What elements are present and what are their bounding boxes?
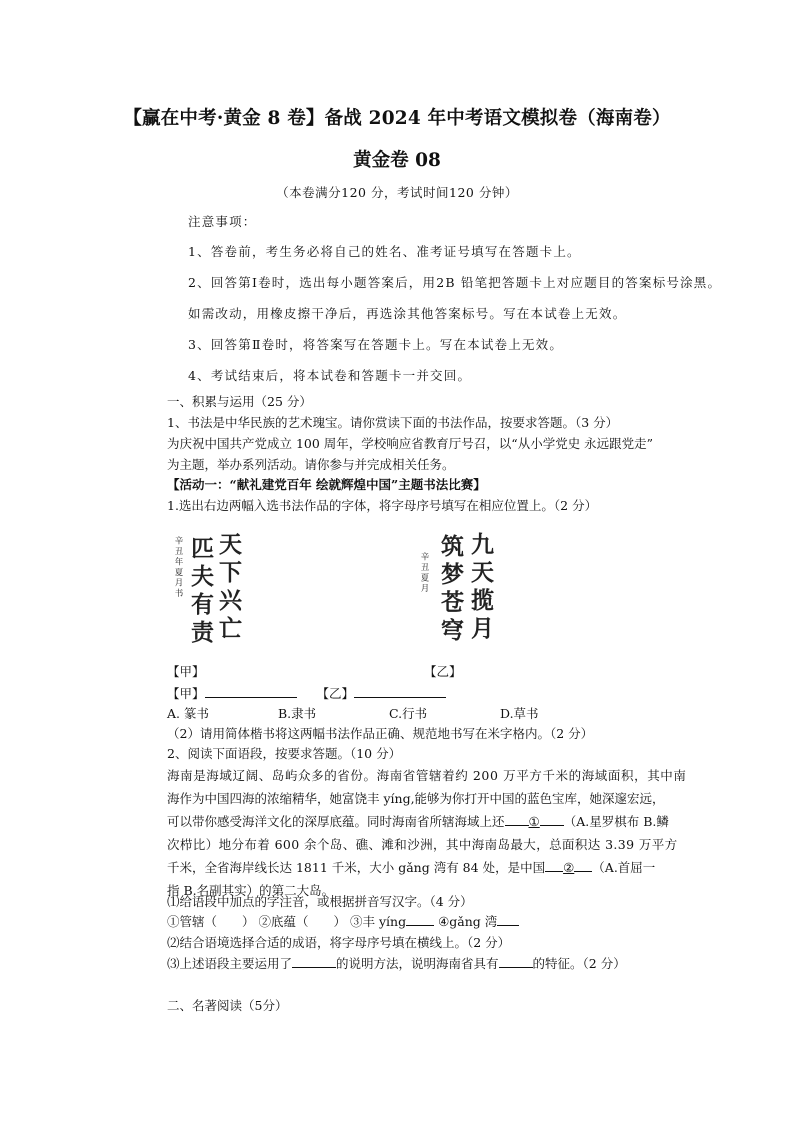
calligraphy-signature: 辛丑夏月 [419,552,429,594]
answer-row [167,684,446,702]
question-text: 1、书法是中华民族的艺术瑰宝。请你赏读下面的书法作品，按要求答题。（3 分） [167,415,619,430]
blank-1[interactable]: ① [528,814,540,829]
blank-2[interactable]: ② [563,860,575,875]
notice-item: 2、回答第Ⅰ卷时，选出每小题答案后，用2B 铅笔把答题卡上对应题目的答案标号涂黑。 [188,275,722,290]
notice-item: 3、回答第Ⅱ卷时，将答案写在答题卡上。写在本试卷上无效。 [188,337,564,352]
passage-text: （A.星罗棋布 B.鳞 [563,814,669,829]
passage-line: 次栉比）地分布着 600 余个岛、礁、滩和沙洲，其中海南岛最大，总面积达 3.39 万平方 [167,837,678,852]
question-text: 为庆祝中国共产党成立 100 周年，学校响应省教育厅号召，以“从小学党史 永远跟党走” [167,436,654,451]
answer-yi-label: 【乙】 [316,686,354,701]
score-line: （本卷满分120 分，考试时间120 分钟） [276,185,518,200]
answer-jia-label: 【甲】 [167,686,205,701]
calligraphy-jia [170,530,250,650]
calligraphy-signature: 辛丑年夏月书 [173,536,183,599]
item-diyun: ②底蕴（ ） [258,914,347,929]
calligraphy-column: 九天揽月 [467,532,494,644]
passage-line [167,858,655,876]
notice-item: 4、考试结束后，将本试卷和答题卡一并交回。 [188,368,472,383]
calligraphy-yi [418,530,500,650]
sub-question [167,954,626,972]
sub-question-text: 的特征。（2 分） [532,956,626,971]
calligraphy-column: 天下兴亡 [215,532,242,644]
question-text: 2、阅读下面语段，按要求答题。（10 分） [167,746,402,761]
passage-line: 指 B.名副其实）的第二大岛。 [167,883,335,898]
item-fengying: ③丰 yíng [350,914,407,929]
blank-gangwan[interactable] [497,913,519,926]
notice-item: 1、答卷前，考生务必将自己的姓名、准考证号填写在答题卡上。 [188,244,581,259]
notice-heading: 注意事项： [188,214,257,229]
answer-yi-blank[interactable] [354,685,446,698]
calligraphy-column: 匹夫有责 [187,536,214,648]
answer-jia-blank[interactable] [205,685,297,698]
passage-line: 海南是海域辽阔、岛屿众多的省份。海南省管辖着约 200 万平方千米的海域面积，其中南 [167,768,687,783]
option-b: B.隶书 [278,706,317,721]
blank-feature[interactable] [499,955,533,968]
passage-line: 海作为中国四海的浓缩精华，她富饶丰 yíng,能够为你打开中国的蓝色宝库，她深邃宏远， [167,791,665,806]
passage-text: 可以带你感受海洋文化的深厚底蕴。同时海南省所辖海域上还 [167,814,505,829]
passage-text: 千米，全省海岸线长达 1811 千米，大小 gǎng 湾有 84 处，是中国 [167,860,546,875]
sub-question: ⑵结合语境选择合适的成语，将字母序号填在横线上。（2 分） [167,935,511,950]
option-c: C.行书 [389,706,428,721]
notice-item: 如需改动，用橡皮擦干净后，再选涂其他答案标号。写在本试卷上无效。 [188,306,627,321]
question-text: （2）请用简体楷书将这两幅书法作品正确、规范地书写在米字格内。（2 分） [167,726,594,741]
blank-fengying[interactable] [406,913,434,926]
section-heading: 一、积累与运用（25 分） [167,394,312,409]
passage-line [167,812,669,830]
blank-method[interactable] [292,955,336,968]
option-a: A. 篆书 [167,706,209,721]
question-text: 为主题，举办系列活动。请你参与并完成相关任务。 [167,457,455,472]
item-gangwan: ④gǎng 湾 [438,914,498,929]
calligraphy-column: 筑梦苍穹 [437,534,464,646]
option-d: D.草书 [500,706,539,721]
label-yi: 【乙】 [424,664,462,679]
page-subtitle: 黄金卷 08 [353,150,441,171]
section-heading: 二、名著阅读（5分） [167,998,288,1013]
activity-heading: 【活动一：“献礼建党百年 绘就辉煌中国”主题书法比赛】 [167,477,486,492]
label-jia: 【甲】 [167,664,205,679]
sub-question-text: 的说明方法，说明海南省具有 [336,956,499,971]
page-title: 【赢在中考·黄金 8 卷】备战 2024 年中考语文模拟卷（海南卷） [123,108,671,129]
sub-question-text: ⑶上述语段主要运用了 [167,956,293,971]
passage-text: （A.首屈一 [592,860,656,875]
question-text: 1.选出右边两幅入选书法作品的字体，将字母序号填写在相应位置上。（2 分） [167,498,598,513]
item-guanxia: ①管辖（ ） [167,914,255,929]
sub-question: ⑴给语段中加点的字注音，或根据拼音写汉字。（4 分） [167,894,473,909]
sub-question-items [167,912,519,930]
